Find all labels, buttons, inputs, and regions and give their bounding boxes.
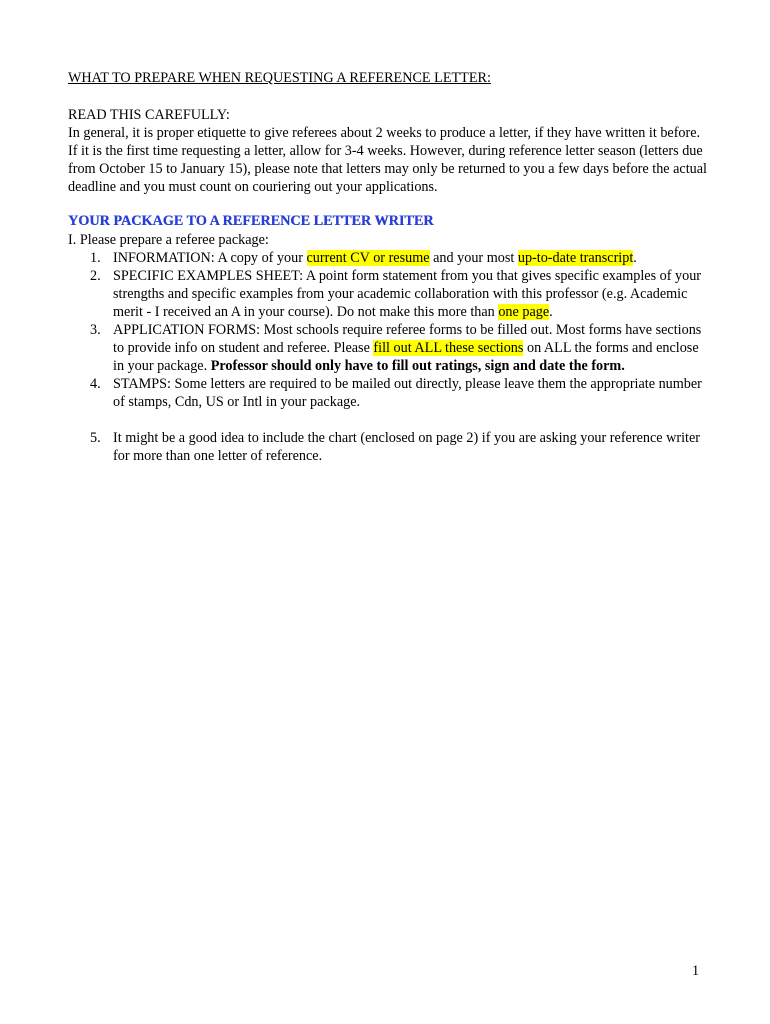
item-number: 1. xyxy=(90,250,101,266)
item-number: 5. xyxy=(90,430,101,446)
item-text: SPECIFIC EXAMPLES SHEET: A point form statement from you that gives specific examples of your strengths and specific examples from your academic collaboration with this professor (e.g. Academic merit - I received an A in your course). Do not make this more than xyxy=(113,268,702,320)
etiquette-paragraph: In general, it is proper etiquette to give referees about 2 weeks to produce a letter, if they have written it before. If it is the first time requesting a letter, allow for 3-4 weeks. However, during reference letter season (letters due from October 15 to January 15), please note that letters may only be returned to you a few days before the actual deadline and you must count on couriering out your applications. xyxy=(68,125,707,195)
highlighted-text: one page xyxy=(498,304,550,320)
list-item xyxy=(68,375,704,411)
package-intro: I. Please prepare a referee package: xyxy=(68,232,269,248)
read-carefully-heading: READ THIS CAREFULLY: xyxy=(68,107,230,123)
list-item xyxy=(68,267,704,321)
highlighted-text: fill out ALL these sections xyxy=(373,340,524,356)
list-item xyxy=(68,249,704,267)
item-text: APPLICATION FORMS: Most schools require referee forms to be filled out. Most forms have sections to provide info on student and referee. Please xyxy=(113,322,702,356)
item-text: on ALL the forms and enclose in your package. xyxy=(113,340,699,374)
item-text: . xyxy=(549,304,553,320)
item-text: INFORMATION: A copy of your xyxy=(113,250,307,266)
item-number: 2. xyxy=(90,268,101,284)
item-text: It might be a good idea to include the chart (enclosed on page 2) if you are asking your reference writer for more than one letter of reference. xyxy=(113,430,700,464)
section-heading: YOUR PACKAGE TO A REFERENCE LETTER WRITER xyxy=(68,213,434,229)
page-number: 1 xyxy=(692,963,700,979)
highlighted-text: current CV or resume xyxy=(306,250,430,266)
item-number: 3. xyxy=(90,322,101,338)
item-text: and your most xyxy=(429,250,518,266)
item-text: . xyxy=(633,250,637,266)
bold-instruction: Professor should only have to fill out ratings, sign and date the form. xyxy=(210,358,625,374)
document-title: WHAT TO PREPARE WHEN REQUESTING A REFERENCE LETTER: xyxy=(68,70,491,86)
list-item xyxy=(68,429,704,465)
item-number: 4. xyxy=(90,376,101,392)
highlighted-text: up-to-date transcript xyxy=(517,250,634,266)
item-text: STAMPS: Some letters are required to be mailed out directly, please leave them the appropriate number of stamps, Cdn, US or Intl in your package. xyxy=(113,376,702,410)
package-items-list xyxy=(68,249,704,465)
list-item xyxy=(68,321,704,375)
